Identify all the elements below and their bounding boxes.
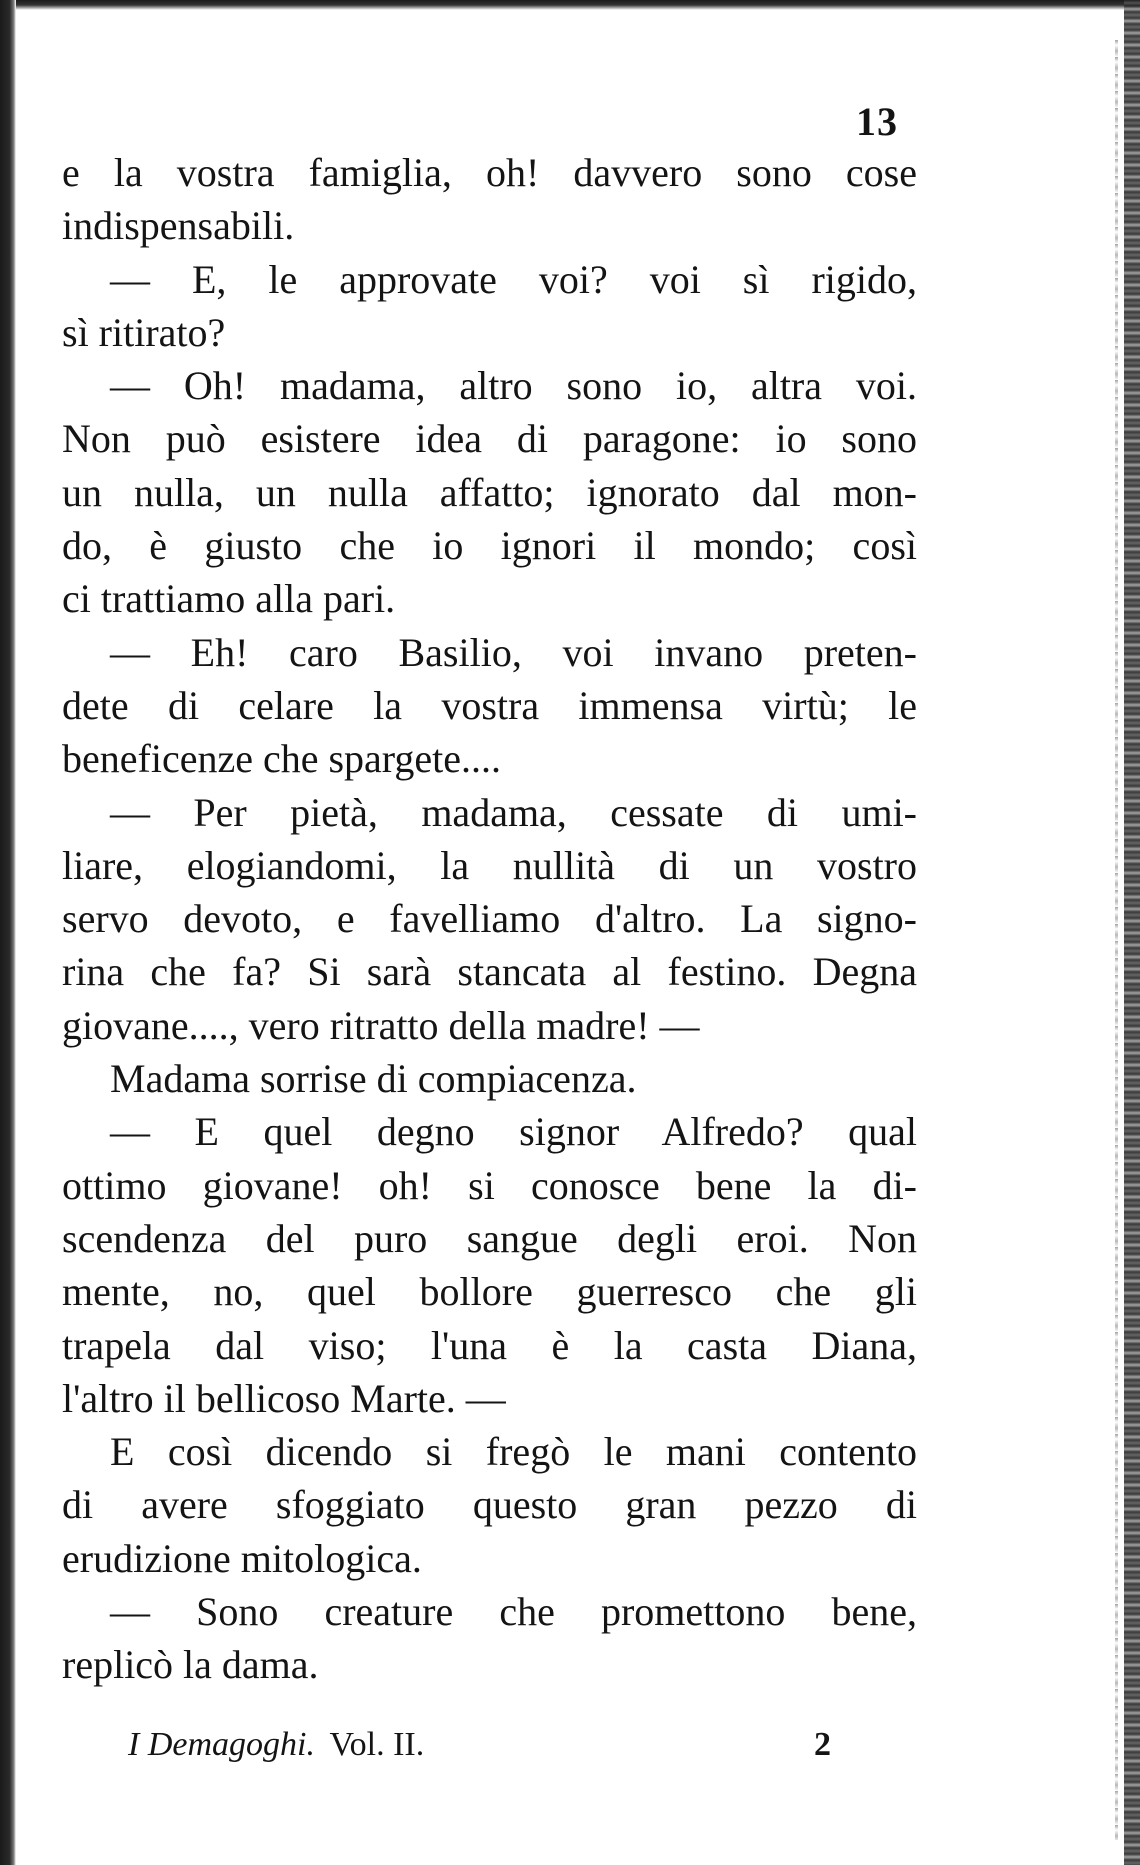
text-line: e la vostra famiglia, oh! davvero sono cose	[62, 150, 917, 195]
text-line: scendenza del puro sangue degli eroi. Non	[62, 1215, 917, 1261]
scan-edge-right-streak	[1115, 40, 1118, 1840]
text-line: di avere sfoggiato questo gran pezzo di	[62, 1482, 917, 1528]
text-line: mente, no, quel bollore guerresco che gli	[62, 1269, 917, 1315]
text-line: trapela dal viso; l'una è la casta Diana,	[62, 1322, 917, 1368]
text-line: do, è giusto che io ignori il mondo; così	[62, 523, 917, 569]
text-line: dete di celare la vostra immensa virtù; le	[62, 682, 917, 728]
footer-signature-mark: 2	[814, 1726, 831, 1763]
page-number: 13	[856, 99, 898, 144]
text-line: un nulla, un nulla affatto; ignorato dal mon-	[62, 469, 917, 515]
text-line: ottimo giovane! oh! si conosce bene la di-	[62, 1162, 917, 1208]
text-line: — Sono creature che promettono bene,	[110, 1589, 917, 1635]
text-line: erudizione mitologica.	[62, 1535, 422, 1581]
scan-edge-top	[0, 0, 1140, 10]
text-line: — E, le approvate voi? voi sì rigido,	[110, 256, 917, 302]
text-line: l'altro il bellicoso Marte. —	[62, 1375, 506, 1421]
scan-edge-right	[1124, 0, 1140, 1865]
text-line: — E quel degno signor Alfredo? qual	[110, 1109, 917, 1155]
page-footer	[128, 1721, 848, 1769]
text-line: — Eh! caro Basilio, voi invano preten-	[110, 629, 917, 675]
scan-edge-left	[0, 0, 16, 1865]
text-line: — Per pietà, madama, cessate di umi-	[110, 789, 917, 835]
text-line: ci trattiamo alla pari.	[62, 576, 396, 622]
text-line: beneficenze che spargete....	[62, 736, 502, 782]
text-line: giovane...., vero ritratto della madre! —	[62, 1002, 700, 1048]
footer-book-title: I Demagoghi.	[128, 1726, 315, 1763]
text-line: sì ritirato?	[62, 309, 226, 355]
text-line: servo devoto, e favelliamo d'altro. La signo-	[62, 896, 917, 942]
text-line: liare, elogiandomi, la nullità di un vostro	[62, 842, 917, 888]
text-line: Madama sorrise di compiacenza.	[110, 1056, 637, 1102]
text-line: replicò la dama.	[62, 1642, 319, 1688]
text-line: E così dicendo si fregò le mani contento	[110, 1429, 917, 1475]
body-text	[62, 146, 917, 1692]
text-line: Non può esistere idea di paragone: io sono	[62, 416, 917, 462]
footer-volume: Vol. II.	[329, 1726, 425, 1763]
text-line: indispensabili.	[62, 203, 295, 249]
text-line: — Oh! madama, altro sono io, altra voi.	[110, 363, 917, 409]
text-line: rina che fa? Si sarà stancata al festino. Degna	[62, 949, 917, 995]
